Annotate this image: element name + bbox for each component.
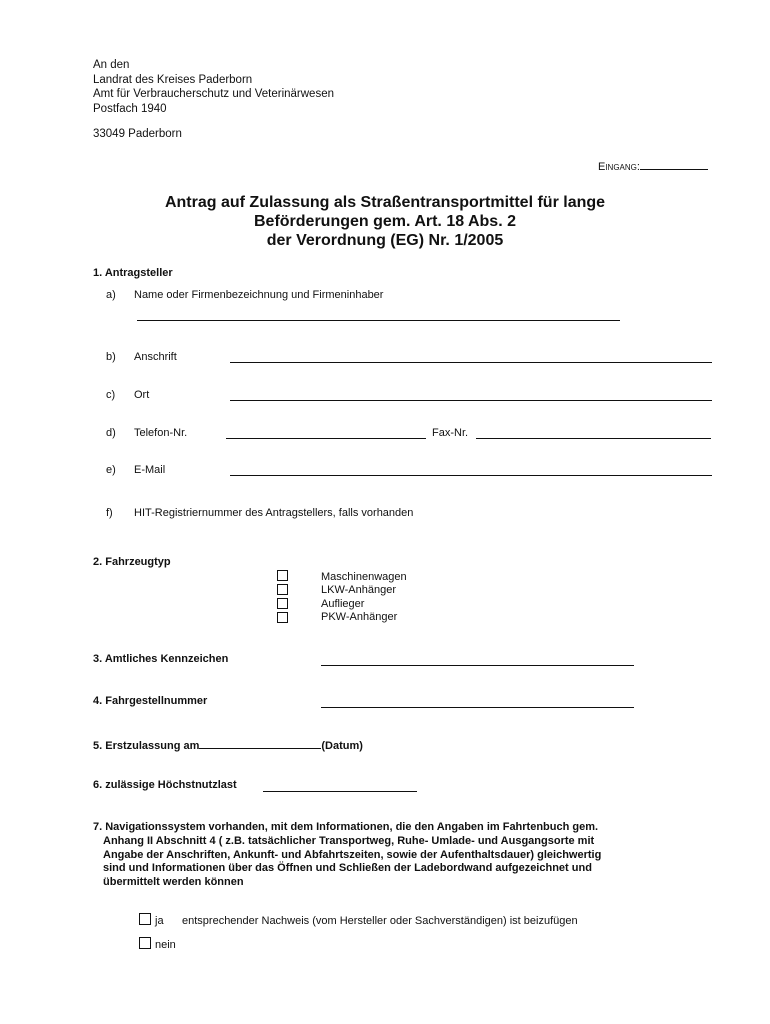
- title-line: Antrag auf Zulassung als Straßentransportmittel für lange: [164, 194, 606, 211]
- first-registration: [93, 738, 363, 752]
- recipient-address: [93, 58, 334, 116]
- address-line: Postfach 1940: [93, 102, 167, 115]
- fax-field[interactable]: [476, 438, 711, 439]
- phone-field[interactable]: [226, 438, 426, 439]
- eingang-label: Eingang:: [598, 161, 640, 173]
- email-label: E-Mail: [134, 464, 166, 476]
- fax-label: Fax-Nr.: [432, 427, 469, 439]
- ja-note: entsprechender Nachweis (vom Hersteller oder Sachverständigen) ist beizufügen: [182, 915, 578, 927]
- checkbox-ja[interactable]: [139, 913, 151, 925]
- checkbox-lkw-anhaenger[interactable]: [277, 584, 288, 595]
- option-label: LKW-Anhänger: [321, 584, 397, 596]
- name-label: Name oder Firmenbezeichnung und Firmeninhaber: [134, 289, 384, 301]
- first-registration-suffix: (Datum): [321, 740, 363, 752]
- checkbox-nein[interactable]: [139, 937, 151, 949]
- question-line: übermittelt werden können: [103, 876, 244, 889]
- checkbox-auflieger[interactable]: [277, 598, 288, 609]
- navigation-system-question: [93, 821, 713, 890]
- max-payload-label: 6. zulässige Höchstnutzlast: [93, 779, 237, 791]
- name-field[interactable]: [137, 320, 620, 321]
- section-vehicle-type-heading: 2. Fahrzeugtyp: [93, 556, 171, 568]
- question-line: Anhang II Abschnitt 4 ( z.B. tatsächlicher Transportweg, Ruhe- Umlade- und Ausgangsorte mit: [103, 834, 595, 847]
- item-letter: e): [106, 464, 116, 476]
- address-line: An den: [93, 59, 130, 71]
- ja-label: ja: [155, 915, 164, 927]
- option-label: Maschinenwagen: [321, 571, 407, 583]
- question-line: 7. Navigationssystem vorhanden, mit dem Informationen, die den Angaben im Fahrtenbuch gem.: [93, 821, 599, 833]
- option-label: Auflieger: [321, 598, 365, 610]
- item-letter: b): [106, 351, 116, 363]
- chassis-number-field[interactable]: [321, 707, 634, 708]
- question-line: sind und Informationen über das Öffnen und Schließen der Ladebordwand aufgezeichnet und: [103, 862, 592, 875]
- phone-label: Telefon-Nr.: [134, 427, 188, 439]
- title-line: Beförderungen gem. Art. 18 Abs. 2: [254, 213, 516, 230]
- address-city: 33049 Paderborn: [93, 128, 182, 140]
- checkbox-maschinenwagen[interactable]: [277, 570, 288, 581]
- nein-label: nein: [155, 939, 176, 951]
- document-title: [0, 193, 770, 250]
- eingang-stamp: [598, 158, 708, 173]
- address-line: Amt für Verbraucherschutz und Veterinärwesen: [93, 88, 334, 100]
- address-label: Anschrift: [134, 351, 177, 363]
- question-line: Angabe der Anschriften, Ankunft- und Abfahrtszeiten, sowie der Aufenthaltsdauer) gleichwertig: [103, 848, 602, 861]
- item-letter: c): [106, 389, 116, 401]
- item-letter: a): [106, 289, 116, 301]
- city-field[interactable]: [230, 400, 712, 401]
- email-field[interactable]: [230, 475, 712, 476]
- city-label: Ort: [134, 389, 150, 401]
- hit-number-label: HIT-Registriernummer des Antragstellers, falls vorhanden: [134, 507, 414, 519]
- max-payload-field[interactable]: [263, 791, 417, 792]
- license-plate-label: 3. Amtliches Kennzeichen: [93, 653, 229, 665]
- item-letter: f): [106, 507, 113, 519]
- option-label: PKW-Anhänger: [321, 611, 398, 623]
- chassis-number-label: 4. Fahrgestellnummer: [93, 695, 208, 707]
- item-letter: d): [106, 427, 116, 439]
- title-line: der Verordnung (EG) Nr. 1/2005: [266, 232, 504, 249]
- first-registration-label: 5. Erstzulassung am: [93, 740, 200, 752]
- eingang-field[interactable]: [640, 158, 708, 170]
- checkbox-pkw-anhaenger[interactable]: [277, 612, 288, 623]
- address-line: Landrat des Kreises Paderborn: [93, 73, 253, 86]
- license-plate-field[interactable]: [321, 665, 634, 666]
- address-field[interactable]: [230, 362, 712, 363]
- section-applicant-heading: 1. Antragsteller: [93, 267, 173, 279]
- first-registration-field[interactable]: [199, 738, 321, 749]
